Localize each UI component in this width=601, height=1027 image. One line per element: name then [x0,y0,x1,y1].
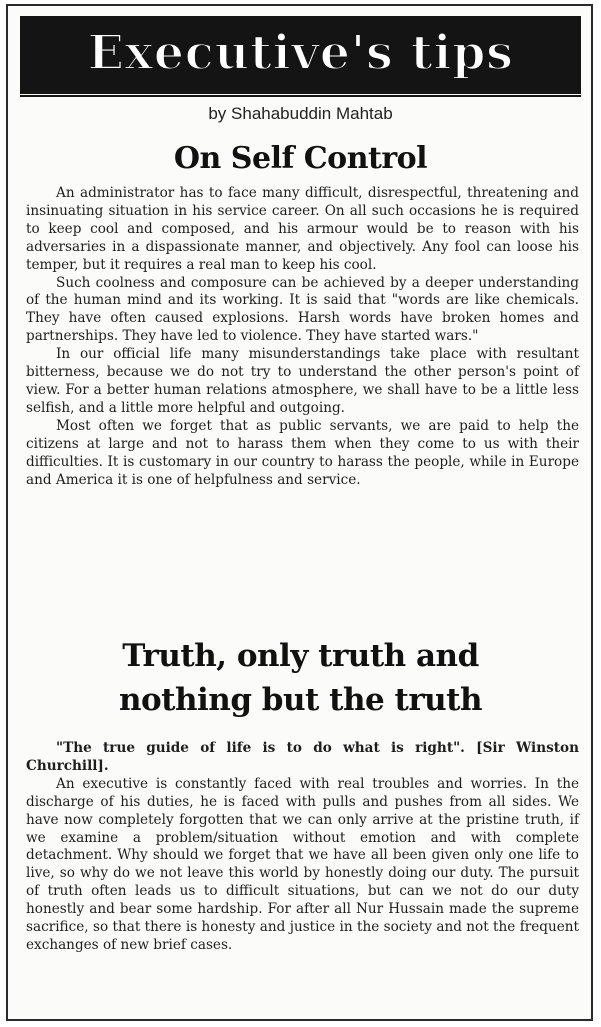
masthead-divider [20,95,581,97]
masthead-title: Executive's tips [87,25,514,81]
headline-truth [0,634,601,722]
paragraph: An executive is constantly faced with real troubles and worries. In the discharge of his duties, he is faced with pulls and pushes from all sides. We have now completely forgotten that we can only arrive at the pristine truth, if we examine a problem/situation without emotion and with complete detachment. Why should we forget that we have all been given only one life to live, so why do we not leave this world by honestly doing our duty. The pursuit of truth often leads us to difficult situations, but can we not do our duty honestly and bear some hardship. For after all Nur Hussain made the supreme sacrifice, so that there is honesty and justice in the society and not the frequent exchanges of new brief cases. [26,775,579,953]
paragraph: In our official life many misunderstandings take place with resultant bitterness, because we do not try to understand the other person's point of view. For a better human relations atmosphere, we shall have to be a little less selfish, and a little more helpful and outgoing. [26,346,579,416]
article-truth [26,740,579,955]
headline-truth-line-2: nothing but the truth [118,682,483,718]
paragraph: Such coolness and composure can be achieved by a deeper understanding of the human mind and its working. It is said that "words are like chemicals. They have often caused explosions. Harsh words have broken homes and partnerships. They have led to violence. They have started wars." [26,274,579,345]
headline-truth-line-1: Truth, only truth and [122,638,479,674]
paragraph: Most often we forget that as public servants, we are paid to help the citizens at large and not to harass them when they come to us with their difficulties. It is customary in our country to harass the people, while in Europe and America it is one of helpfulness and service. [26,417,579,488]
masthead-banner [20,16,581,94]
paragraph: An administrator has to face many difficult, disrespectful, threatening and insinuating situation in his service career. On all such occasions he is required to keep cool and composed, and his armour would be to reason with his adversaries in a dispassionate manner, and objectively. Any fool can loose his temper, but it requires a real man to keep his cool. [26,185,579,273]
headline-self-control: On Self Control [173,141,428,176]
byline: by Shahabuddin Mahtab [208,104,393,123]
article-self-control [26,185,579,489]
churchill-quote: "The true guide of life is to do what is right". [Sir Winston Churchill]. [26,740,579,774]
